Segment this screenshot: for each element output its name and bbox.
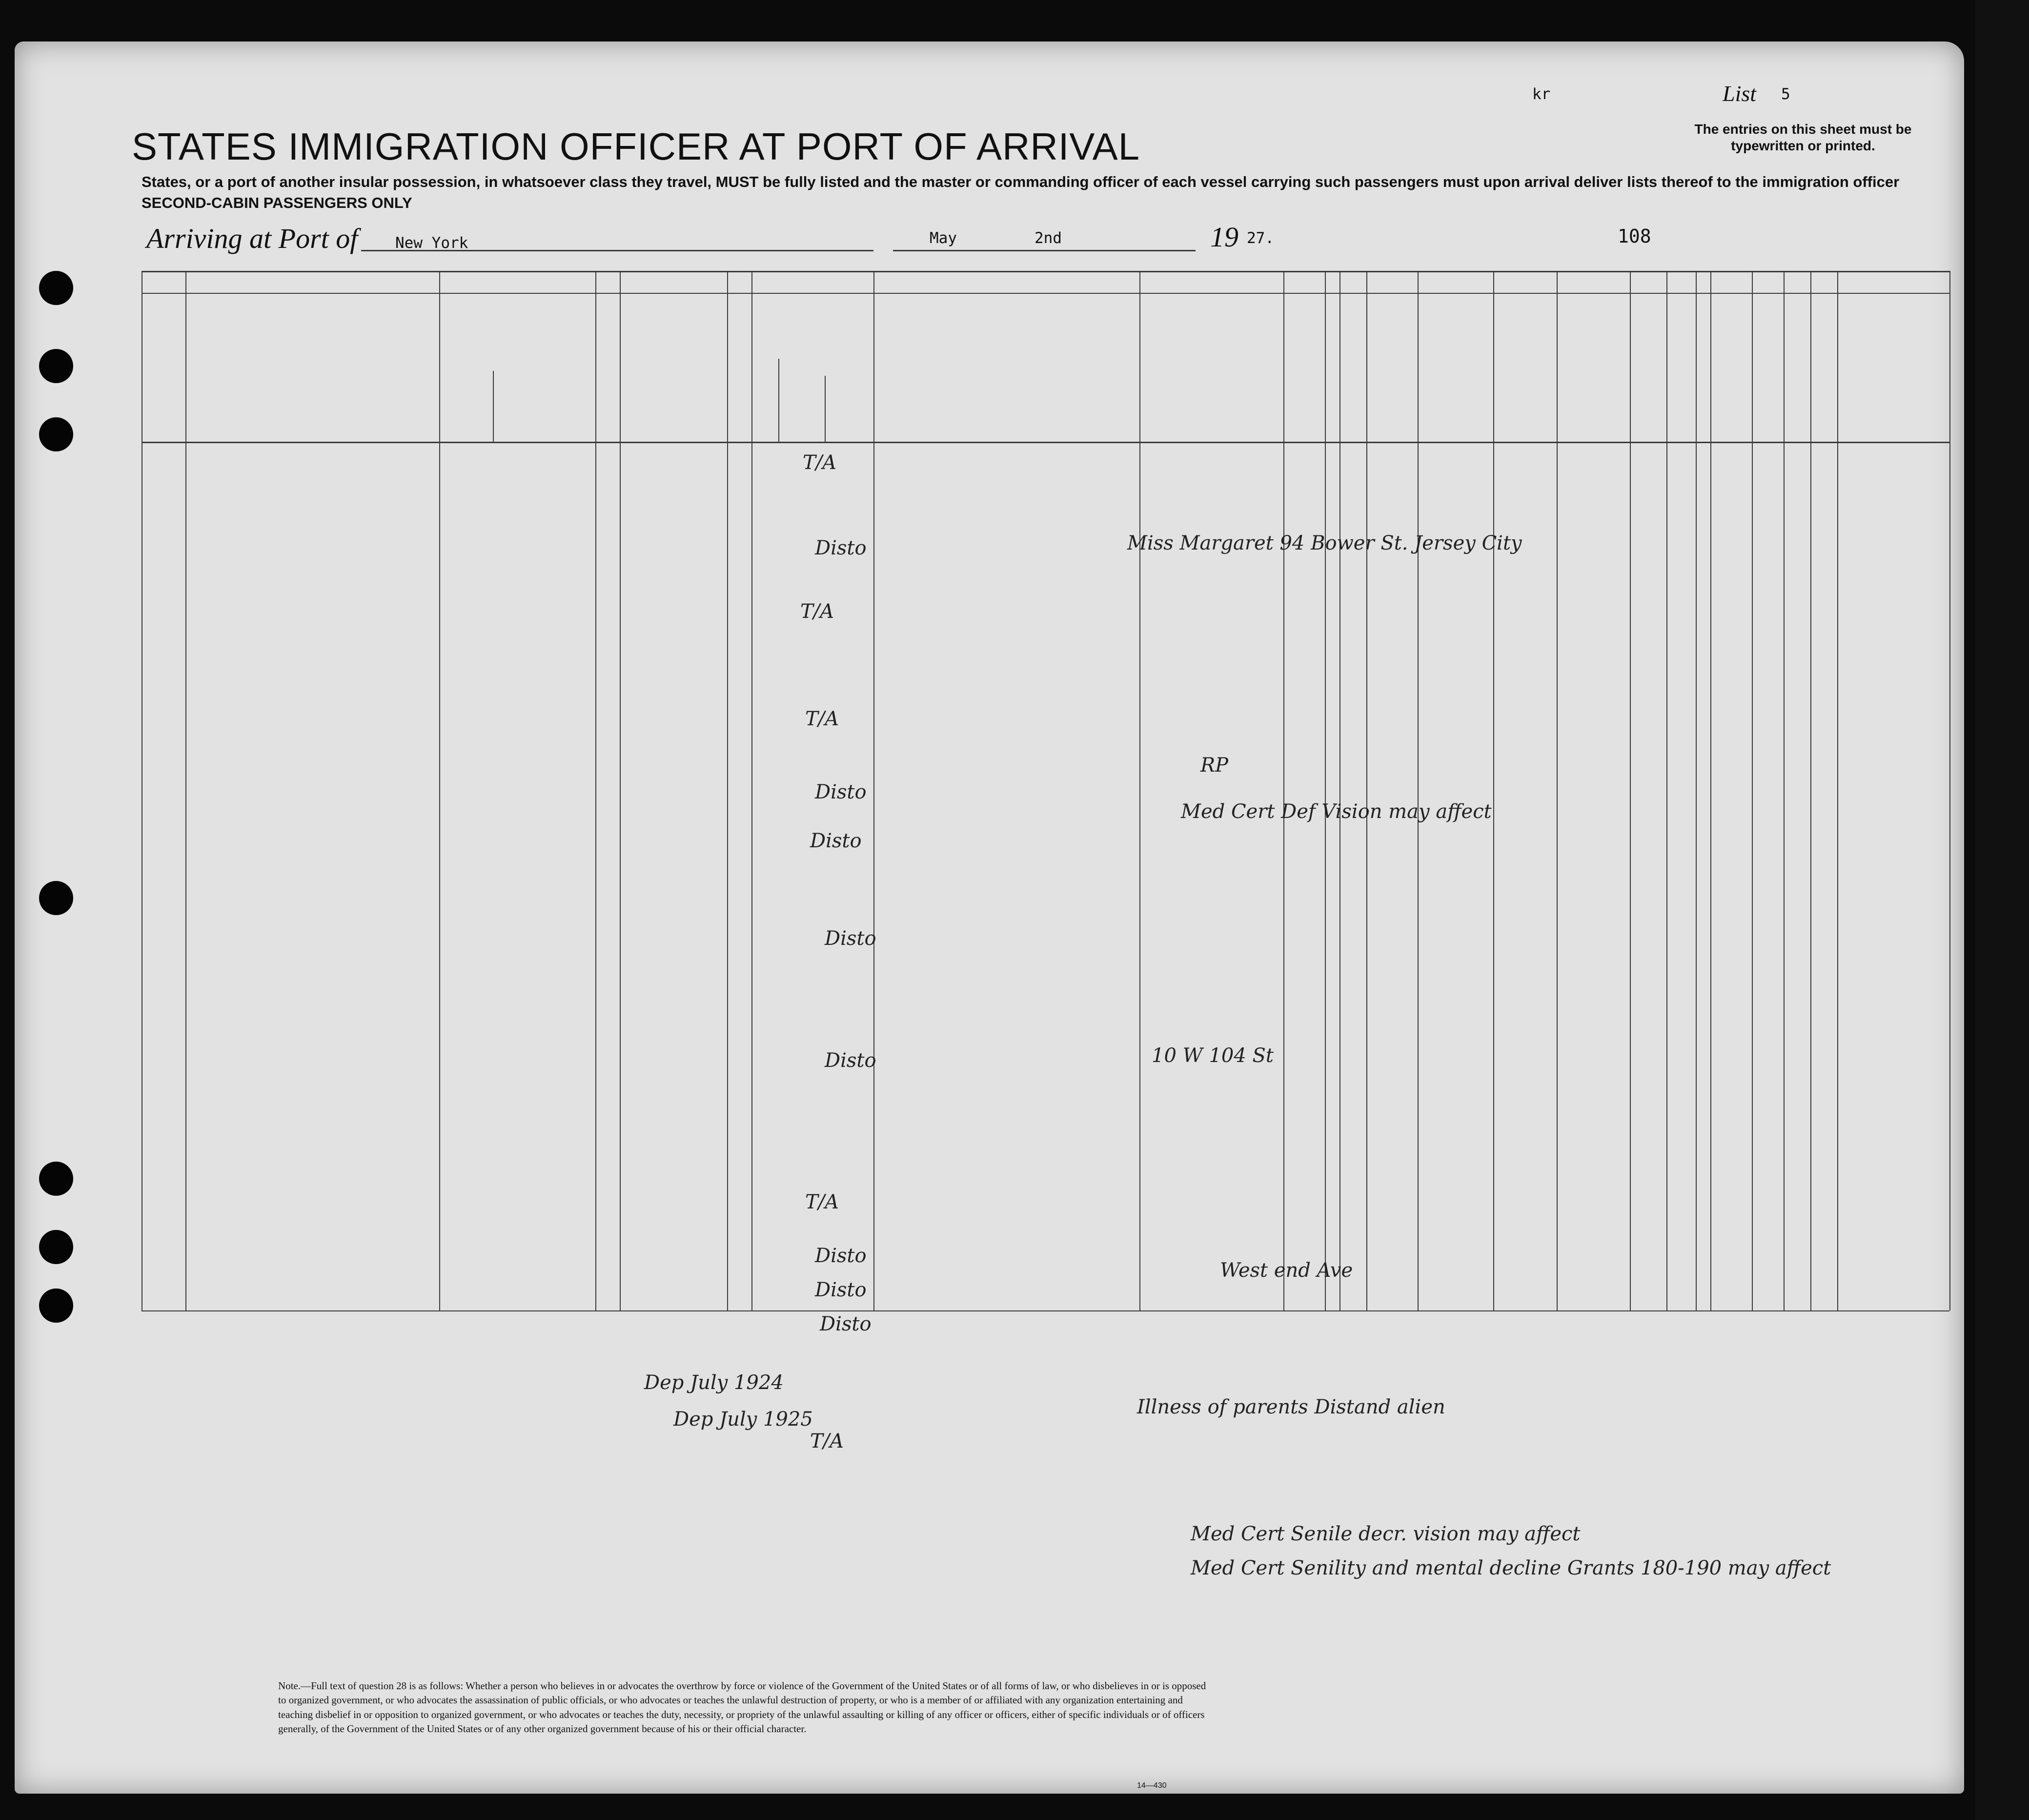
year-prefix: 19 (1210, 221, 1238, 253)
form-code: 14—430 (1137, 1781, 1167, 1790)
handwritten-ta-mark: T/A (805, 708, 839, 730)
handwritten-note-row29: Med Cert Senile decr. vision may affect (1191, 1523, 1581, 1545)
punch-hole (39, 417, 73, 451)
handwritten-note-row10: Med Cert Def Vision may affect (1181, 800, 1492, 823)
column-rule (439, 271, 440, 1310)
handwritten-note-row26: Illness of parents Distand alien (1137, 1396, 1445, 1418)
footer-note: Note.—Full text of question 28 is as follows: Whether a person who believes in or advocates the overthrow by force or violence of the Government of the United States or of all forms of law, or who disbelieves in or is opposed to organized government, or who advocates the assassination of public officials, or who advocates or teaches the unlawful destruction of property, or who is a member of or affiliated with any organization entertaining and teaching disbelief in or opposition to organized government, or who advocates or teaches the duty, necessity, or propriety of the unlawful assaulting or killing of any officer or officers, either of specific individuals or of officers generally, of the Government of the United States or of any other organized government because of his or their official character. (278, 1680, 1206, 1735)
handwritten-disto-mark: Disto (820, 1313, 872, 1335)
column-rule (751, 271, 752, 1310)
column-rule (1139, 271, 1140, 1310)
passenger-class: SECOND-CABIN PASSENGERS ONLY (142, 194, 412, 211)
handwritten-note-row9: RP (1200, 754, 1229, 777)
column-rule (185, 271, 186, 1310)
before-divider-2 (825, 376, 826, 442)
column-rule (1630, 271, 1631, 1310)
punch-hole (39, 1230, 73, 1264)
column-rule (1752, 271, 1753, 1310)
column-rule (1557, 271, 1558, 1310)
manifest-sheet (15, 41, 1964, 1794)
day-value: 2nd (1035, 229, 1062, 247)
column-rule (1949, 271, 1950, 1310)
column-rule (1837, 271, 1838, 1310)
handwritten-disto-mark: Disto (825, 1049, 876, 1072)
handwritten-disto-mark: Disto (815, 537, 867, 559)
dest-divider (493, 371, 494, 442)
column-rule (1325, 271, 1326, 1310)
instructions-line: States, or a port of another insular possession, in whatsoever class they travel, MUST be fully listed and the master or commanding officer of each vessel carrying such passengers must upon arrival deliver lists thereof to the immigration officer (142, 173, 1900, 190)
handwritten-ta-mark: T/A (810, 1430, 844, 1452)
column-rule (595, 271, 596, 1310)
page-stamp: 108 (1618, 225, 1651, 247)
typewritten-notice: The entries on this sheet must be typewritten or printed. (1694, 122, 1912, 153)
punch-hole (39, 349, 73, 383)
handwritten-disto-mark: Disto (815, 1245, 867, 1267)
list-label: List (1723, 81, 1757, 106)
handwritten-note-row25: Dep July 1924 (644, 1371, 784, 1394)
before-divider (778, 359, 779, 442)
month-value: May (930, 229, 957, 247)
handwritten-disto-mark: Disto (825, 927, 876, 950)
punch-hole (39, 881, 73, 915)
page-title: STATES IMMIGRATION OFFICER AT PORT OF ARRIVAL (132, 125, 1140, 168)
arriving-label: Arriving at Port of (146, 223, 358, 254)
handwritten-ta-mark: T/A (800, 600, 834, 623)
date-underline (893, 250, 1196, 251)
list-number: 5 (1781, 85, 1790, 103)
column-rule (1493, 271, 1494, 1310)
punch-hole (39, 1162, 73, 1196)
column-rule (620, 271, 621, 1310)
handwritten-disto-mark: Disto (815, 781, 867, 803)
column-rule (1418, 271, 1419, 1310)
column-rule (873, 271, 874, 1310)
table-top-rule (142, 271, 1949, 272)
handwritten-note-row3: Miss Margaret 94 Bower St. Jersey City (1127, 532, 1522, 554)
handwritten-disto-mark: Disto (810, 830, 862, 852)
column-rule (1339, 271, 1340, 1310)
column-rule (1710, 271, 1711, 1310)
punch-hole (39, 271, 73, 305)
column-rule (1666, 271, 1667, 1310)
column-rule (1366, 271, 1367, 1310)
kr-mark: kr (1532, 85, 1551, 103)
handwritten-note-row26-dep: Dep July 1925 (673, 1408, 813, 1431)
handwritten-disto-mark: Disto (815, 1279, 867, 1301)
scan-edge (1975, 0, 2029, 1820)
table-bottom-rule (142, 1310, 1949, 1311)
handwritten-note-row22: West end Ave (1220, 1259, 1353, 1282)
column-rule (1283, 271, 1284, 1310)
handwritten-ta-mark: T/A (803, 451, 837, 474)
handwritten-note-row30: Med Cert Senility and mental decline Grants 180-190 may affect (1191, 1557, 1831, 1579)
column-rule (1810, 271, 1811, 1310)
punch-hole (39, 1288, 73, 1323)
header-bottom-rule (142, 442, 1949, 443)
column-rule (727, 271, 728, 1310)
column-rule (1696, 271, 1697, 1310)
handwritten-ta-mark: T/A (805, 1191, 839, 1213)
column-number-rule (142, 293, 1949, 294)
handwritten-note-row16: 10 W 104 St (1152, 1044, 1274, 1067)
column-rule (1784, 271, 1785, 1310)
year-suffix: 27. (1247, 229, 1274, 247)
port-value: New York (395, 234, 468, 252)
